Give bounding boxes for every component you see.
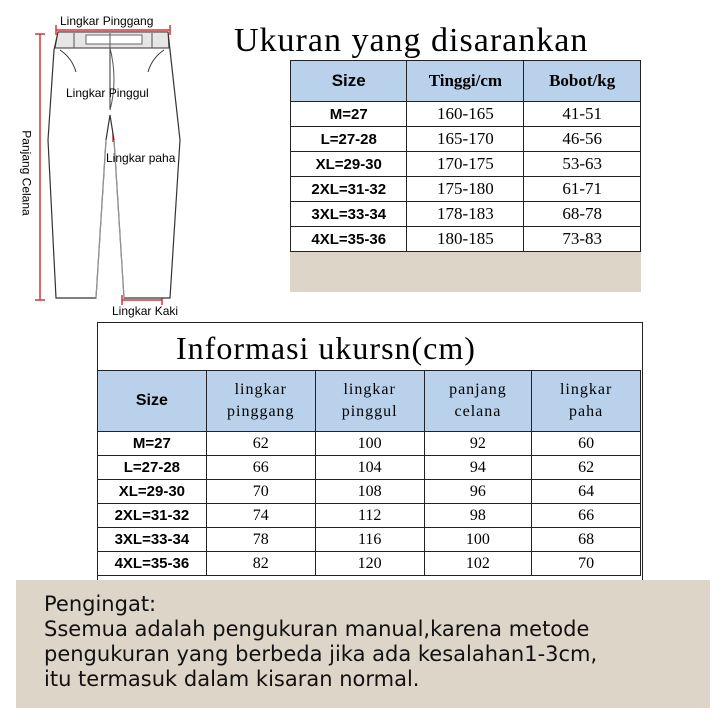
hip-cell: 112 <box>315 504 424 528</box>
weight-cell: 73-83 <box>524 227 641 252</box>
thigh-cell: 70 <box>532 552 641 576</box>
recommended-title: Ukuran yang disarankan <box>234 22 589 59</box>
header-size: Size <box>291 61 407 102</box>
size-cell: 4XL=35-36 <box>98 552 207 576</box>
size-cell: 4XL=35-36 <box>291 227 407 252</box>
table-row <box>98 528 641 552</box>
size-cell: 3XL=33-34 <box>291 202 407 227</box>
size-cell: L=27-28 <box>98 456 207 480</box>
table-row <box>291 227 641 252</box>
table-row <box>98 504 641 528</box>
weight-cell: 68-78 <box>524 202 641 227</box>
size-cell: L=27-28 <box>291 127 407 152</box>
length-label: Panjang Celana <box>19 130 34 216</box>
table-header-row <box>291 61 641 102</box>
height-cell: 160-165 <box>407 102 524 127</box>
thigh-label: Lingkar paha <box>106 151 176 165</box>
thigh-cell: 66 <box>532 504 641 528</box>
size-cell: XL=29-30 <box>98 480 207 504</box>
note-line: Ssemua adalah pengukuran manual,karena metode <box>44 617 590 641</box>
size-cell: 3XL=33-34 <box>98 528 207 552</box>
height-cell: 180-185 <box>407 227 524 252</box>
table-row <box>98 552 641 576</box>
info-table <box>97 370 641 576</box>
table-header-row <box>98 371 641 432</box>
hip-cell: 120 <box>315 552 424 576</box>
thigh-cell: 64 <box>532 480 641 504</box>
ankle-label: Lingkar Kaki <box>112 304 179 318</box>
hip-cell: 116 <box>315 528 424 552</box>
header-hip: lingkar pinggul <box>315 371 424 432</box>
table-row <box>291 202 641 227</box>
table-row <box>291 127 641 152</box>
table-row <box>98 432 641 456</box>
size-cell: M=27 <box>291 102 407 127</box>
header-size: Size <box>98 371 207 432</box>
length-cell: 98 <box>424 504 532 528</box>
waist-label: Lingkar Pinggang <box>60 14 154 28</box>
table-row <box>98 480 641 504</box>
info-title: Informasi ukursn(cm) <box>176 330 476 366</box>
height-cell: 170-175 <box>407 152 524 177</box>
note-line: pengukuran yang berbeda jika ada kesalahan1-3cm, <box>44 642 598 666</box>
waist-cell: 74 <box>206 504 315 528</box>
header-weight: Bobot/kg <box>524 61 641 102</box>
table-row <box>98 456 641 480</box>
header-length: panjang celana <box>424 371 532 432</box>
waist-cell: 62 <box>206 432 315 456</box>
thigh-cell: 60 <box>532 432 641 456</box>
thigh-cell: 62 <box>532 456 641 480</box>
height-cell: 175-180 <box>407 177 524 202</box>
weight-cell: 61-71 <box>524 177 641 202</box>
header-height: Tinggi/cm <box>407 61 524 102</box>
waist-cell: 66 <box>206 456 315 480</box>
table-row <box>291 102 641 127</box>
size-cell: M=27 <box>98 432 207 456</box>
length-cell: 92 <box>424 432 532 456</box>
recommended-table <box>290 60 641 252</box>
note-line: itu termasuk dalam kisaran normal. <box>44 667 420 691</box>
waist-cell: 78 <box>206 528 315 552</box>
weight-cell: 41-51 <box>524 102 641 127</box>
size-cell: 2XL=31-32 <box>291 177 407 202</box>
header-waist: lingkar pinggang <box>206 371 315 432</box>
length-cell: 100 <box>424 528 532 552</box>
size-cell: XL=29-30 <box>291 152 407 177</box>
thigh-cell: 68 <box>532 528 641 552</box>
height-cell: 178-183 <box>407 202 524 227</box>
reminder-note <box>16 580 710 708</box>
length-cell: 96 <box>424 480 532 504</box>
size-cell: 2XL=31-32 <box>98 504 207 528</box>
table-row <box>291 152 641 177</box>
table-row <box>291 177 641 202</box>
hip-cell: 100 <box>315 432 424 456</box>
weight-cell: 46-56 <box>524 127 641 152</box>
length-cell: 94 <box>424 456 532 480</box>
waist-cell: 82 <box>206 552 315 576</box>
height-cell: 165-170 <box>407 127 524 152</box>
hip-label: Lingkar Pinggul <box>66 86 149 100</box>
hip-cell: 108 <box>315 480 424 504</box>
hip-cell: 104 <box>315 456 424 480</box>
weight-cell: 53-63 <box>524 152 641 177</box>
waist-cell: 70 <box>206 480 315 504</box>
note-line: Pengingat: <box>44 592 157 616</box>
header-thigh: lingkar paha <box>532 371 641 432</box>
length-cell: 102 <box>424 552 532 576</box>
